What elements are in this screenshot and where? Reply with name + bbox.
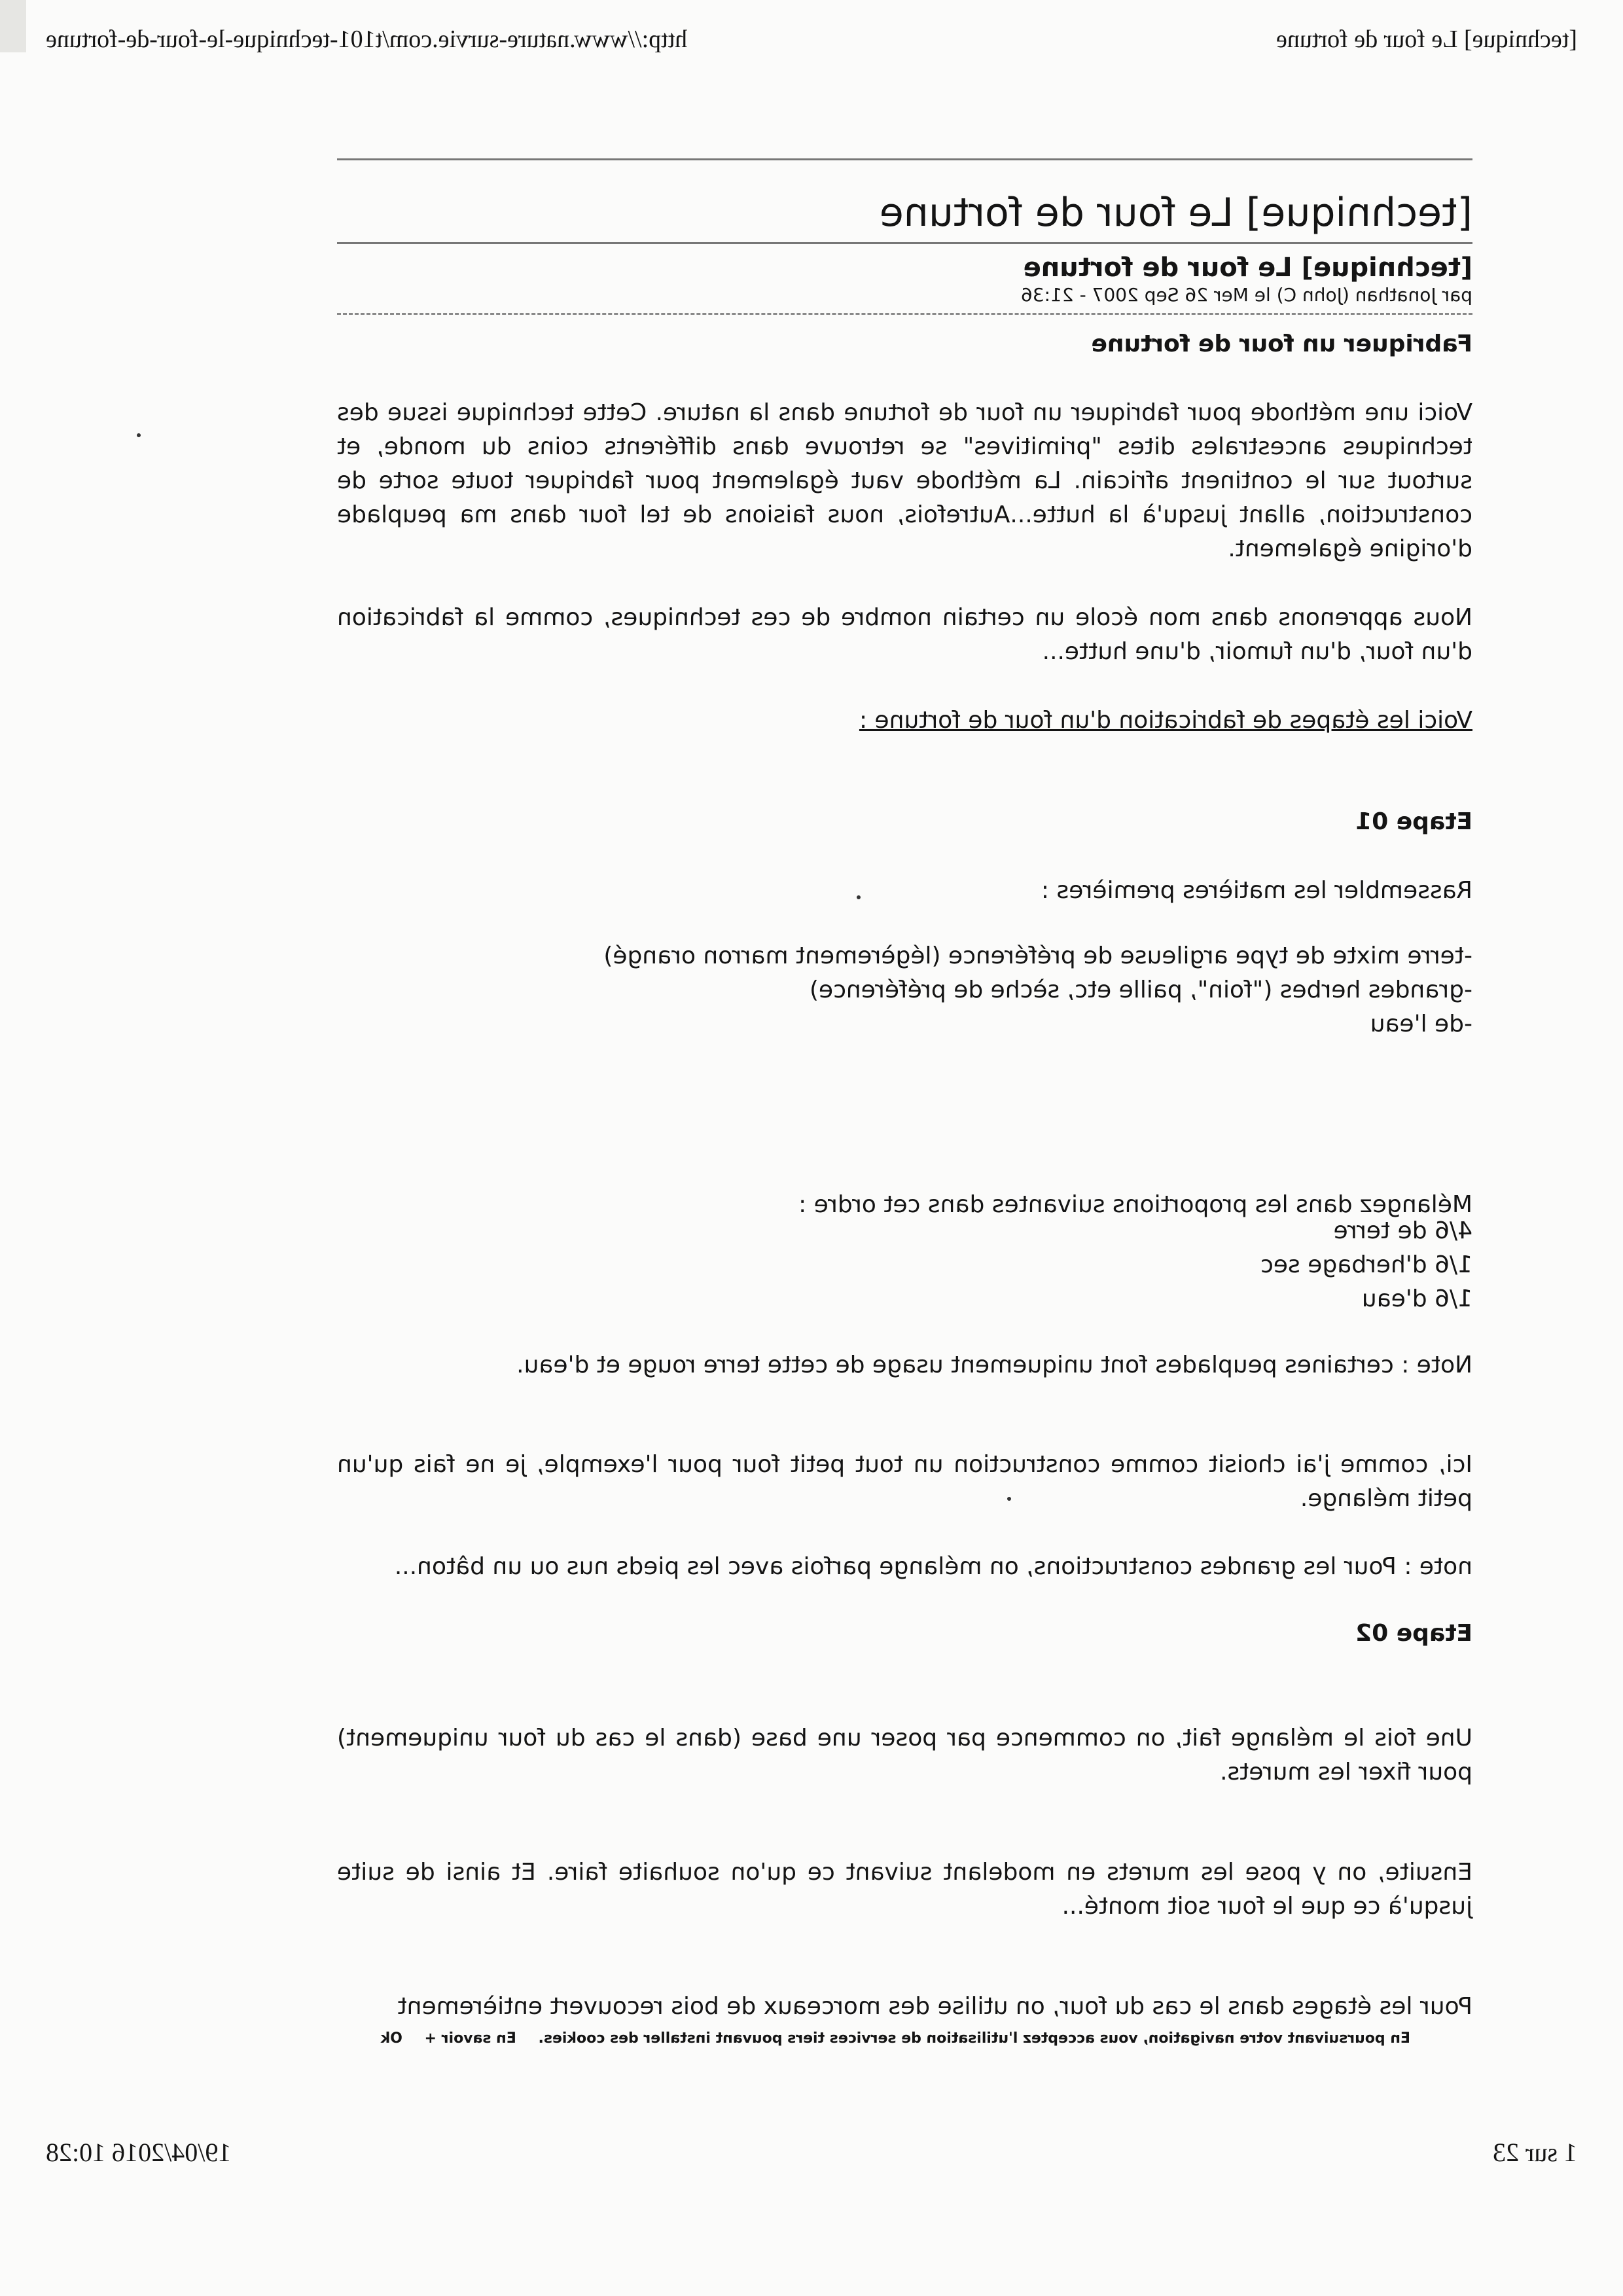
intro-paragraph-1: Voici une méthode pour fabriquer un four de fortune dans la nature. Cette technique issue des techniques ancestrales dites "primitives" se retrouve dans différents coins du monde, et surtout sur le continent africain. La méthode vaut également pour fabriquer toute sorte de construction, allant jusqu'à la hutte...Autrefois, nous faisions de tel four dans ma peuplade d'origine également.	[337, 399, 1472, 562]
note-red-earth: Note : certaines peuplades font uniquement usage de cette terre rouge et d'eau.	[516, 1352, 1472, 1378]
page-number: 1 sur 23	[1493, 2138, 1577, 2167]
intro-paragraph-2: Nous apprenons dans mon école un certain nombre de ces techniques, comme la fabrication d'un four, d'un fumoir, d'une hutte...	[337, 604, 1472, 665]
material-item: -de l'eau	[1370, 1011, 1472, 1037]
cookie-text: En poursuivant votre navigation, vous acceptez l'utilisation de services tiers pouvant installer des cookies.	[538, 2030, 1410, 2047]
material-item: -terre mixte de type argileuse de préférence (légèrement marron orangé)	[603, 942, 1472, 969]
cookie-ok-button[interactable]: Ok	[380, 2030, 402, 2047]
scan-speck	[857, 895, 861, 899]
step-2-paragraph-2: Ensuite, on y pose les murets en modelant suivant ce qu'on souhaite faire. Et ainsi de suite jusqu'à ce que le four soit monté...	[337, 1859, 1472, 1920]
steps-intro: Voici les étapes de fabrication d'un four de fortune :	[859, 707, 1472, 734]
proportion-item: 4/6 de terre	[1333, 1217, 1472, 1244]
print-header-url[interactable]: http://www.nature-survie.com/t101-technique-le-four-de-fortune	[46, 26, 688, 53]
scan-speck	[1007, 1497, 1011, 1501]
top-divider	[337, 158, 1472, 160]
proportion-item: 1/6 d'herbage sec	[1260, 1251, 1472, 1278]
note-large-constructions: note : Pour les grandes constructions, on mélange parfois avec les pieds nus ou un bâton...	[394, 1553, 1472, 1580]
material-item: -grandes herbes ("foin", paille etc, sèche de préférence)	[809, 977, 1472, 1003]
small-mix-paragraph: Ici, comme j'ai choisit comme construction un tout petit four pour l'exemple, je ne fais qu'un petit mélange.	[337, 1451, 1472, 1512]
page-title: [technique] Le four de fortune	[879, 190, 1472, 236]
step-2-title: Etape 02	[1355, 1620, 1472, 1647]
step-2-paragraph-3: Pour les étages dans le cas du four, on utilise des morceaux de bois recouvert entièrement	[397, 1993, 1472, 2020]
cookie-banner	[298, 2030, 1410, 2047]
title-divider	[337, 242, 1472, 244]
proportion-item: 1/6 d'eau	[1361, 1285, 1472, 1312]
section-title: Fabriquer un four de fortune	[1091, 331, 1472, 357]
step-2-paragraph-1: Une fois le mélange fait, on commence par poser une base (dans le cas du four uniquement) pour fixer les murets.	[337, 1725, 1472, 1785]
post-title[interactable]: [technique] Le four de fortune	[1023, 253, 1472, 283]
post-byline: par Jonathan (John C) le Mer 26 Sep 2007 - 21:36	[1020, 284, 1472, 306]
scan-speck	[137, 433, 141, 437]
print-header-title: [technique] Le four de fortune	[1275, 26, 1577, 53]
post-header-divider	[337, 313, 1472, 315]
print-datetime: 19/04/2016 10:28	[46, 2138, 232, 2167]
step-1-title: Etape 01	[1355, 808, 1472, 835]
cookie-more-link[interactable]: En savoir +	[424, 2030, 516, 2047]
gather-materials: Rassembler les matières premières :	[1041, 877, 1472, 904]
scan-corner-artifact	[0, 0, 26, 52]
mix-intro: Mélangez dans les proportions suivantes dans cet ordre :	[798, 1191, 1472, 1218]
